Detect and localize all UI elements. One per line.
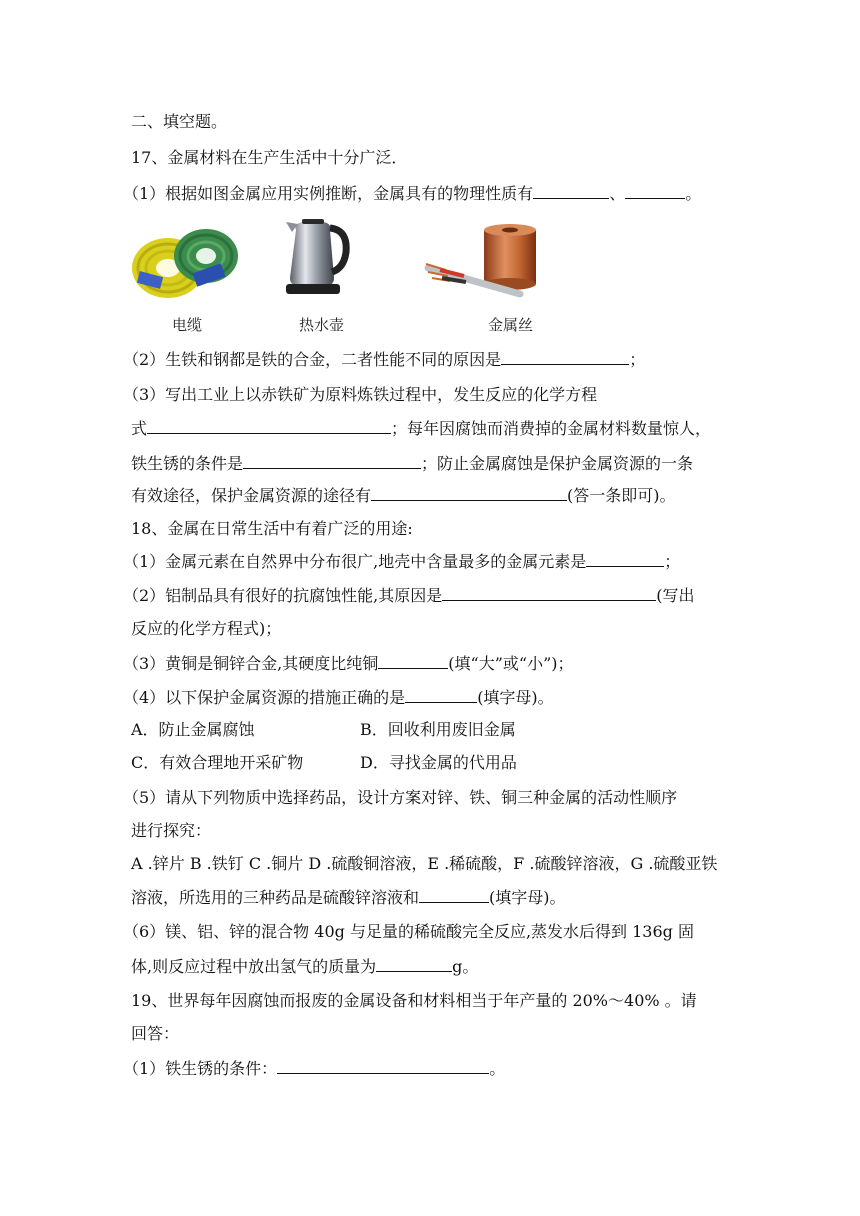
- answer-blank[interactable]: [376, 955, 452, 972]
- q18-part5-line3: A .锌片 B .铁钉 C .铜片 D .硫酸铜溶液，E .稀硫酸，F .硫酸锌溶液，G .硫酸亚铁: [131, 854, 718, 873]
- q17-part3-line3: [131, 452, 693, 475]
- q18-p4-end: (填字母)。: [477, 688, 554, 707]
- q18-part2: [123, 584, 695, 607]
- q18-p6b-end: g。: [452, 957, 479, 976]
- q18-part1: [123, 550, 680, 573]
- q17-p3c-end: ；防止金属腐蚀是保护金属资源的一条: [421, 454, 694, 473]
- q17-part3-line2: [131, 417, 711, 440]
- q19-part1: [123, 1057, 505, 1080]
- q18-p2-end: (写出: [656, 586, 695, 605]
- q17-part1: [123, 182, 701, 205]
- q17-part3-line4: [131, 484, 676, 507]
- answer-blank[interactable]: [147, 417, 391, 434]
- q17-p2-end: ；: [629, 350, 646, 369]
- q18-p2-text: （2）铝制品具有很好的抗腐蚀性能,其原因是: [123, 586, 443, 605]
- q18-part6-line2: [131, 955, 478, 978]
- q18-p6b-start: 体,则反应过程中放出氢气的质量为: [131, 957, 377, 976]
- answer-blank[interactable]: [442, 584, 656, 601]
- option-d: D．寻找金属的代用品: [360, 753, 517, 772]
- answer-blank[interactable]: [419, 886, 489, 903]
- q18-p3-end: (填“大”或“小”)；: [448, 654, 574, 673]
- q17-p3d-start: 有效途径，保护金属资源的途径有: [131, 486, 372, 505]
- q18-part6-line1: （6）镁、铝、锌的混合物 40g 与足量的稀硫酸完全反应,蒸发水后得到 136g 固: [123, 922, 694, 941]
- q17-p3c-start: 铁生锈的条件是: [131, 454, 244, 473]
- option-c: C．有效合理地开采矿物: [131, 753, 304, 772]
- answer-blank[interactable]: [533, 182, 609, 199]
- option-b: B．回收利用废旧金属: [360, 720, 516, 739]
- q18-p1-text: （1）金属元素在自然界中分布很广,地壳中含量最多的金属元素是: [123, 552, 587, 571]
- cable-coil-icon: [130, 216, 242, 306]
- figure-row: [128, 212, 548, 336]
- q17-p1-sep: 、: [609, 184, 626, 203]
- q17-part2: [123, 348, 645, 371]
- answer-blank[interactable]: [625, 182, 685, 199]
- q19-p1-end: 。: [489, 1059, 506, 1078]
- q18-p4-text: （4）以下保护金属资源的措施正确的是: [123, 688, 406, 707]
- q18-p1-end: ；: [664, 552, 681, 571]
- option-a: A．防止金属腐蚀: [131, 720, 255, 739]
- q17-part3-line1: （3）写出工业上以赤铁矿为原料炼铁过程中，发生反应的化学方程: [123, 385, 598, 404]
- q17-p1-end: 。: [685, 184, 702, 203]
- answer-blank[interactable]: [243, 452, 421, 469]
- q17-p2-text: （2）生铁和钢都是铁的合金，二者性能不同的原因是: [123, 350, 502, 369]
- q17-p3b-start: 式: [131, 419, 148, 438]
- answer-blank[interactable]: [405, 686, 477, 703]
- answer-blank[interactable]: [501, 348, 629, 365]
- section-title: 二、填空题。: [131, 112, 228, 131]
- answer-blank[interactable]: [371, 484, 567, 501]
- q18-part5-line4: [131, 886, 566, 909]
- q19-p1-text: （1）铁生锈的条件：: [123, 1059, 278, 1078]
- figure-caption-wire: 金属丝: [488, 316, 534, 334]
- q18-part5-line1: （5）请从下列物质中选择药品，设计方案对锌、铁、铜三种金属的活动性顺序: [123, 788, 678, 807]
- q17-stem: 17、金属材料在生产生活中十分广泛．: [131, 148, 408, 167]
- q17-p3b-end: ；每年因腐蚀而消费掉的金属材料数量惊人，: [391, 419, 712, 438]
- q18-part2-line2: 反应的化学方程式)；: [131, 619, 282, 638]
- q18-stem: 18、金属在日常生活中有着广泛的用途:: [131, 519, 413, 538]
- q17-p3d-end: (答一条即可)。: [567, 486, 676, 505]
- q18-p3-text: （3）黄铜是铜锌合金,其硬度比纯铜: [123, 654, 379, 673]
- q18-part5-line2: 进行探究：: [131, 821, 212, 840]
- q18-p5d-end: (填字母)。: [489, 888, 566, 907]
- answer-blank[interactable]: [277, 1057, 489, 1074]
- q18-part4: [123, 686, 554, 709]
- q18-part3: [123, 652, 574, 675]
- q18-p5d-start: 溶液，所选用的三种药品是硫酸锌溶液和: [131, 888, 420, 907]
- copper-wire-spool-icon: [424, 220, 548, 304]
- answer-blank[interactable]: [586, 550, 664, 567]
- q17-p1-text: （1）根据如图金属应用实例推断，金属具有的物理性质有: [123, 184, 534, 203]
- q19-stem-line1: 19、世界每年因腐蚀而报废的金属设备和材料相当于年产量的 20%～40% 。请: [131, 991, 697, 1010]
- figure-caption-cable: 电缆: [172, 316, 203, 334]
- answer-blank[interactable]: [378, 652, 448, 669]
- q19-stem-line2: 回答：: [131, 1024, 180, 1043]
- electric-kettle-icon: [284, 214, 354, 298]
- figure-caption-kettle: 热水壶: [299, 316, 345, 334]
